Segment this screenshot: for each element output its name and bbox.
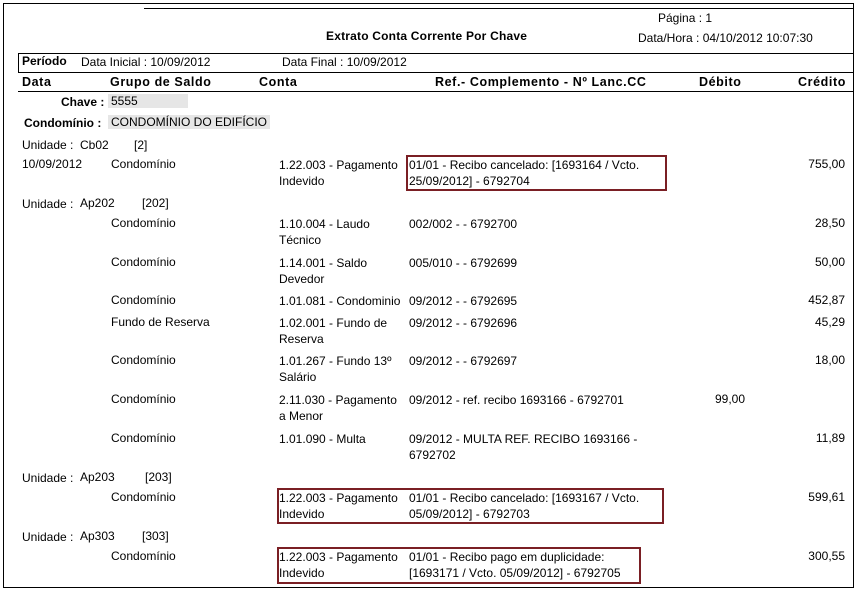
row-conta: 1.22.003 - Pagamento Indevido (279, 550, 398, 580)
col-grupo-saldo: Grupo de Saldo (110, 75, 212, 89)
row-conta: 1.01.090 - Multa (279, 432, 366, 446)
row-conta: 1.01.081 - Condominio (279, 294, 401, 308)
row-conta: 2.11.030 - Pagamento a Menor (279, 393, 397, 423)
period-top-rule (18, 53, 854, 54)
unit-number: [202] (142, 196, 169, 210)
row-grupo: Condomínio (111, 157, 176, 171)
col-ref-complemento: Ref.- Complemento - Nº Lanc.CC (435, 75, 647, 89)
unit-label: Unidade : (22, 138, 74, 152)
unit-label: Unidade : (22, 197, 74, 211)
row-ref: 01/01 - Recibo cancelado: [1693167 / Vcto. 05/09/2012] - 6792703 (409, 491, 640, 521)
unit-code: Cb02 (80, 138, 109, 152)
highlight-box (277, 547, 641, 584)
row-ref: 005/010 - - 6792699 (409, 256, 518, 270)
header-top-rule (18, 72, 854, 73)
row-ref: 01/01 - Recibo cancelado: [1693164 / Vcto. 25/09/2012] - 6792704 (409, 158, 640, 188)
row-grupo: Fundo de Reserva (111, 315, 210, 329)
row-credito: 45,29 (814, 315, 845, 329)
unit-number: [2] (134, 138, 148, 152)
row-conta: 1.01.267 - Fundo 13º Salário (279, 354, 392, 384)
chave-label: Chave : (61, 95, 105, 109)
row-credito: 28,50 (814, 216, 845, 230)
row-ref: 002/002 - - 6792700 (409, 217, 518, 231)
row-grupo: Condomínio (111, 293, 176, 307)
row-credito: 599,61 (808, 490, 845, 504)
row-conta: 1.10.004 - Laudo Técnico (279, 217, 370, 247)
unit-code: Ap203 (80, 470, 115, 484)
row-grupo: Condomínio (111, 392, 176, 406)
report-page (3, 3, 854, 588)
row-ref: 09/2012 - - 6792697 (409, 354, 518, 368)
row-credito: 452,87 (808, 293, 845, 307)
col-debito: Débito (699, 75, 742, 89)
row-credito: 755,00 (808, 157, 845, 171)
row-ref: 01/01 - Recibo pago em duplicidade: [1693171 / Vcto. 05/09/2012] - 6792705 (409, 550, 621, 580)
unit-number: [203] (145, 470, 172, 484)
row-ref: 09/2012 - MULTA REF. RECIBO 1693166 - 6792702 (409, 432, 638, 462)
initial-date: Data Inicial : 10/09/2012 (81, 55, 211, 69)
final-date: Data Final : 10/09/2012 (282, 55, 407, 69)
row-credito: 18,00 (814, 353, 845, 367)
row-grupo: Condomínio (111, 216, 176, 230)
row-ref: 09/2012 - ref. recibo 1693166 - 6792701 (409, 393, 624, 407)
row-debito: 99,00 (714, 392, 745, 406)
row-credito: 300,55 (808, 549, 845, 563)
col-conta: Conta (259, 75, 298, 89)
row-grupo: Condomínio (111, 431, 176, 445)
condominio-value: CONDOMÍNIO DO EDIFÍCIO (108, 115, 270, 129)
highlight-box (406, 155, 667, 191)
unit-number: [303] (142, 529, 169, 543)
unit-label: Unidade : (22, 530, 74, 544)
row-grupo: Condomínio (111, 353, 176, 367)
unit-label: Unidade : (22, 471, 74, 485)
row-grupo: Condomínio (111, 549, 176, 563)
page-number: Página : 1 (658, 11, 713, 25)
condominio-label: Condomínio : (24, 116, 102, 130)
col-data: Data (22, 75, 52, 89)
period-label: Período (22, 54, 67, 68)
report-title: Extrato Conta Corrente Por Chave (326, 29, 528, 43)
report-datetime: Data/Hora : 04/10/2012 10:07:30 (638, 31, 813, 45)
chave-value: 5555 (108, 94, 188, 108)
period-left-bar (18, 53, 19, 73)
header-bottom-rule (18, 91, 854, 92)
row-date: 10/09/2012 (22, 157, 83, 171)
unit-code: Ap303 (80, 529, 115, 543)
row-grupo: Condomínio (111, 255, 176, 269)
row-conta: 1.14.001 - Saldo Devedor (279, 256, 368, 286)
row-credito: 11,89 (815, 431, 845, 445)
col-credito: Crédito (798, 75, 846, 89)
highlight-box (277, 488, 664, 524)
row-ref: 09/2012 - - 6792696 (409, 316, 518, 330)
unit-code: Ap202 (80, 196, 115, 210)
row-conta: 1.22.003 - Pagamento Indevido (279, 158, 398, 188)
row-grupo: Condomínio (111, 490, 176, 504)
row-conta: 1.22.003 - Pagamento Indevido (279, 491, 398, 521)
row-conta: 1.02.001 - Fundo de Reserva (279, 316, 388, 346)
top-rule (144, 8, 854, 9)
row-credito: 50,00 (814, 255, 845, 269)
row-ref: 09/2012 - - 6792695 (409, 294, 518, 308)
